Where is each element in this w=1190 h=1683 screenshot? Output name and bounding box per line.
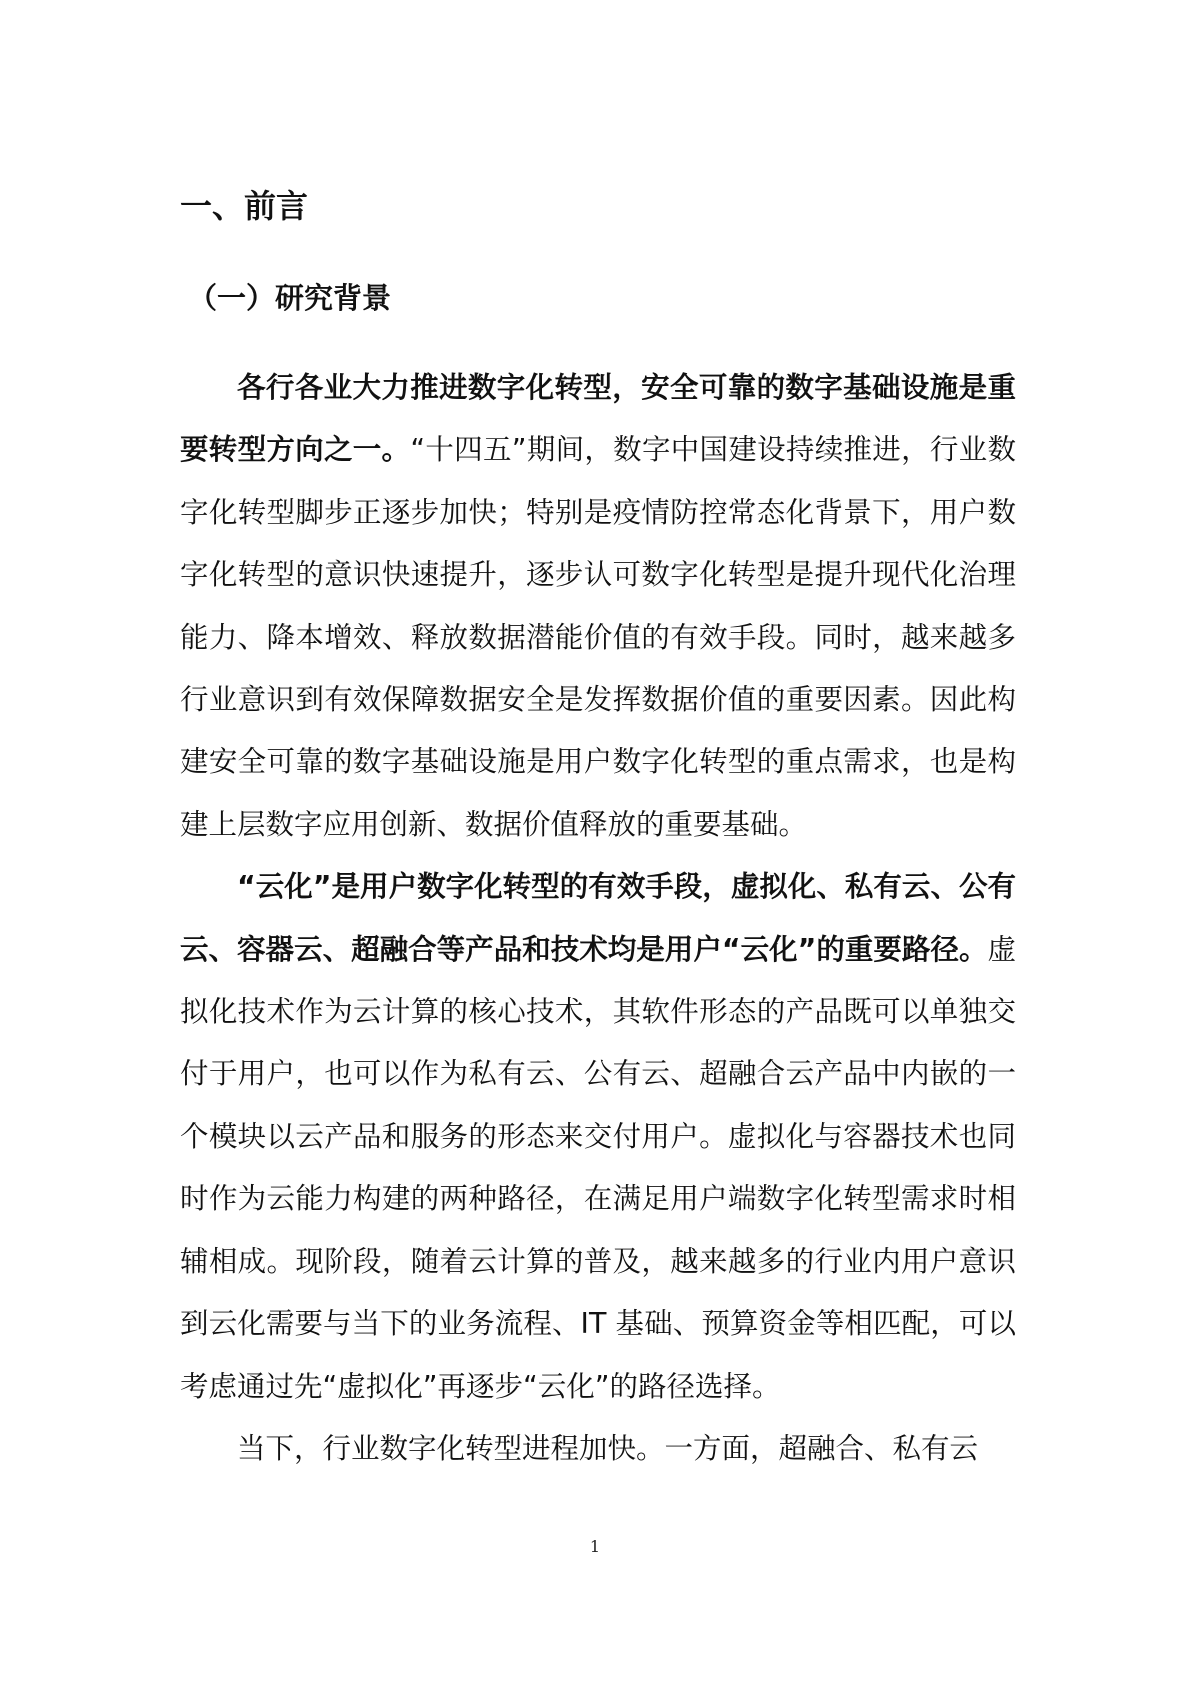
paragraph-2 xyxy=(180,856,1016,1418)
page-number: 1 xyxy=(589,1537,601,1556)
paragraph-1-bold-lead: 各行各业大力推进数字化转型，安全可靠的数字基础设施是重要转型方向之一。 xyxy=(180,371,1016,467)
paragraph-3 xyxy=(180,1418,1016,1480)
subsection-heading: （一）研究背景 xyxy=(188,281,392,315)
body-text xyxy=(180,357,1016,1480)
paragraph-1-text: “十四五”期间，数字中国建设持续推进，行业数字化转型脚步正逐步加快；特别是疫情防控常态化背景下，用户数字化转型的意识快速提升，逐步认可数字化转型是提升现代化治理能力、降本增效、释放数据潜能价值的有效手段。同时，越来越多行业意识到有效保障数据安全是发挥数据价值的重要因素。因此构建安全可靠的数字基础设施是用户数字化转型的重点需求，也是构建上层数字应用创新、数据价值释放的重要基础。 xyxy=(180,433,1016,841)
section-heading: 一、前言 xyxy=(180,187,309,225)
paragraph-2-text: 虚拟化技术作为云计算的核心技术，其软件形态的产品既可以单独交付于用户，也可以作为私有云、公有云、超融合云产品中内嵌的一个模块以云产品和服务的形态来交付用户。虚拟化与容器技术也同时作为云能力构建的两种路径，在满足用户端数字化转型需求时相辅相成。现阶段，随着云计算的普及，越来越多的行业内用户意识到云化需要与当下的业务流程、IT 基础、预算资金等相匹配，可以考虑通过先“虚拟化”再逐步“云化”的路径选择。 xyxy=(180,932,1016,1403)
paragraph-1 xyxy=(180,357,1016,856)
paragraph-2-bold-lead: “云化”是用户数字化转型的有效手段，虚拟化、私有云、公有云、容器云、超融合等产品和技术均是用户“云化”的重要路径。 xyxy=(180,870,1016,966)
paragraph-3-text: 当下，行业数字化转型进程加快。一方面，超融合、私有云 xyxy=(237,1431,979,1465)
